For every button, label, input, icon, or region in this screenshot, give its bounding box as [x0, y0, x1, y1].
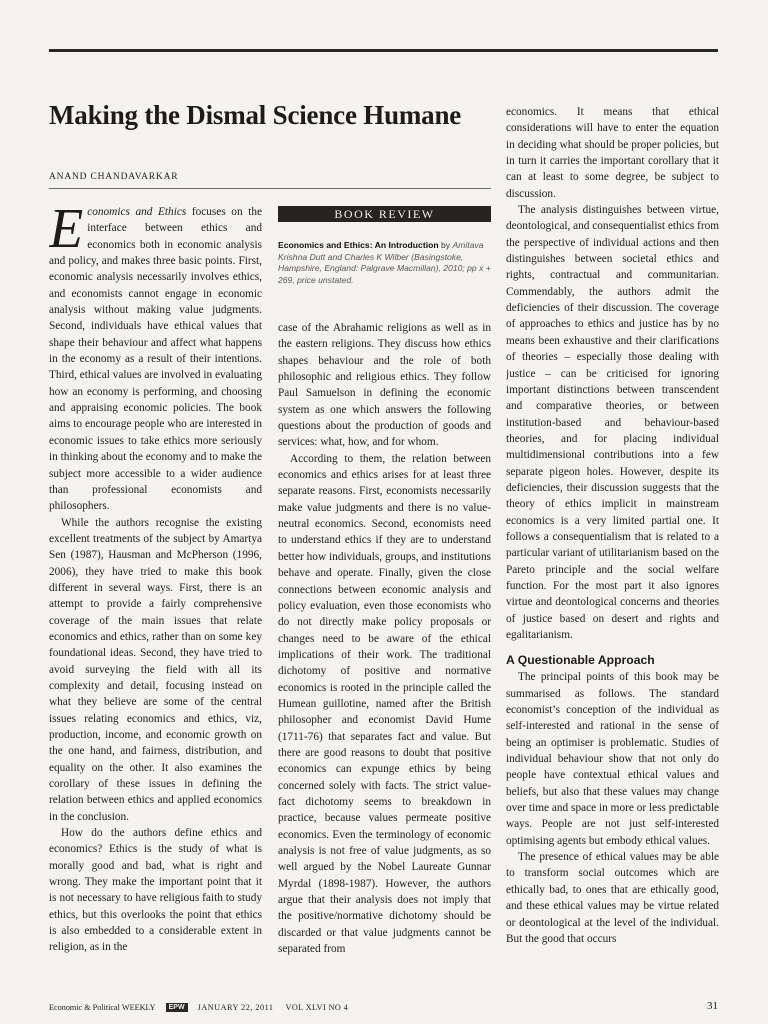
article-title: Making the Dismal Science Humane [49, 100, 462, 130]
column-3 [506, 104, 719, 1000]
volume-number: VOL XLVI NO 4 [285, 1002, 349, 1012]
drop-cap: E [49, 204, 84, 260]
issue-date: JANUARY 22, 2011 [197, 1002, 274, 1012]
book-review-label: BOOK REVIEW [278, 206, 491, 222]
book-title-italic: conomics and Ethics [87, 206, 187, 218]
book-review-box [278, 206, 491, 286]
paragraph-2: While the authors recognise the existing excellent treatments of the subject by Amartya Sen (1987), Hausman and McPherson (1996, 2006), they have tried to make this book different in several ways. First, there is an attempt to provide a fairly comprehensive coverage of the main issues that relate economics and ethics, rather than on some key foundational ideas. Second, they have tried to avoid surveying the field with all its complexity and detail, focusing instead on what they believe are some of the central issues relating economics and ethics, viz, production, income, and economic growth on the one hand, and fairness, distribution, and equality on the other. It also examines the corollary of these issues in defining the relation between ethics and applied economics in the conclusion. [49, 516, 262, 823]
paragraph-8: The principal points of this book may be summarised as follows. The standard economist’s conception of the individual as self-interested and rational in the sense of being an optimiser is problematic. Studies of individual behaviour show that not only do people have contextual ethical values and beliefs, but also that these values may change over time and space in more or less predictable ways. People are not just self-interested optimising agents but embody ethical values. [506, 671, 719, 847]
paragraph-6: economics. It means that ethical considerations will have to enter the equation in deciding what should be proper policies, but in turn it carries the important corollary that it can at least to some degree, be subject to discussion. [506, 106, 719, 200]
paragraph-4: case of the Abrahamic religions as well as in the eastern religions. They discuss how ethics shapes behaviour and the role of both philosophic and religious ethics. They follow Paul Samuelson in defining the economic system as one which answers the following questions about the production of goods and services: what, how, and for whom. [278, 322, 491, 449]
epw-logo: EPW [166, 1003, 188, 1012]
paragraph-1-text: focuses on the interface between ethics and economics both in economic analysis and policy, and makes three basic points. First, economic analysis necessarily involves ethics, and economists cannot engage in economic analysis without making value judgments. Second, individuals have ethical values that shape their behaviour and affect what happens in the economy as a result of their intentions. Third, ethical values are involved in evaluating how an economy is performing, and choosing and appraising economic policies. The book aims to encourage people who are interested in economic issues to take ethics more seriously in thinking about the economy and to make the subject more accessible to a wider audience than professional economists and philosophers. [49, 206, 262, 513]
paragraph-1 [49, 204, 262, 515]
by-text: by [440, 240, 451, 250]
book-publication-details: Amitava Krishna Dutt and Charles K Wilber (Basingstoke, Hampshire, England: Palgrave Macmillan), 2010; pp x + 269, price unstated. [278, 240, 491, 285]
author-name: ANAND CHANDAVARKAR [49, 172, 179, 182]
reviewed-book-title: Economics and Ethics: An Introduction [278, 240, 439, 250]
top-rule [49, 49, 718, 52]
paragraph-9: The presence of ethical values may be able to transform social outcomes which are ethically bad, to ones that are ethically good, and these ethical values may be virtue related or deontological at the level of the individual. But the good that occurs [506, 851, 719, 945]
page-footer [49, 1002, 718, 1012]
column-2 [278, 320, 491, 996]
column-1 [49, 204, 262, 994]
paragraph-7: The analysis distinguishes between virtue, deontological, and consequentialist ethics from the perspective of individual actions and then distinguishes between societal ethics and rights, contractual and communitarian. Commendably, the authors admit the deficiencies of their discussion. The coverage of approaches to ethics and justice has by no means been exhaustive and their clarifications of theories – especially those dealing with justice – can be criticised for ignoring important distinctions between transcendent and comparative theories, or between institution-based and behaviour-based theories, and for placing individual multidimensional contributions into a few separate pigeon holes. However, despite its deficiencies, their discussion suggests that the theory of ethics implicit in mainstream economics is a very limited partial one. It follows a consequentialism that is related to a particular variant of utilitarianism based on the Pareto principle and the social welfare function. For the most part it also ignores virtue and deontological concerns and theories of justice based on desert and rights and egalitarianism. [506, 204, 719, 641]
paragraph-5: According to them, the relation between economics and ethics arises for at least three separate reasons. First, economists necessarily make value judgments and there is no value-neutral economics. Second, economists need to understand ethics if they are to understand better how individuals, groups, and institutions behave and operate. Finally, given the close connections between economic analysis and policy evaluation, even those economists who do not directly make policy proposals or changes need to be aware of the ethical implications of their work. The traditional dichotomy of positive and normative economics is rooted in the principle called the Humean guillotine, named after the British philosopher and economist David Hume (1711-76) that separates fact and value. But there are good reasons to doubt that positive economics can expunge ethics by being concerned solely with facts. The strict value-fact dichotomy seems to breakdown in practice, because values permeate positive economics. Even the terminology of economic analysis is not free of value judgments, as so well argued by the Nobel Laureate Gunnar Myrdal (1898-1987). However, the authors argue that their analysis does not imply that the positive/normative dichotomy should be discarded or that value judgments cannot be separated from [278, 452, 491, 956]
section-heading: A Questionable Approach [506, 653, 655, 668]
author-rule [49, 188, 491, 189]
page-number: 31 [707, 1000, 718, 1012]
journal-name: Economic & Political WEEKLY [49, 1002, 156, 1012]
paragraph-3: How do the authors define ethics and economics? Ethics is the study of what is morally good and bad, what is right and wrong. They make the important point that it is not necessary to have religious faith to study ethics, but this overlooks the point that ethics is also embedded to a considerable extent in religion, as in the [49, 827, 262, 954]
book-details [278, 240, 491, 286]
